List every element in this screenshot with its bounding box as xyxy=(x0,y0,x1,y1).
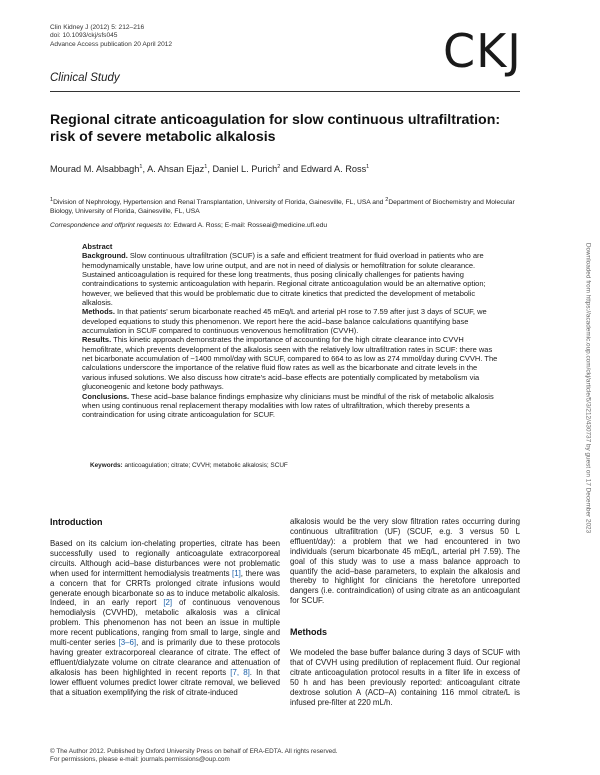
intro-text: , and is primarily due to these protocols having greater extracorporeal clearance of citrate. The effect of effluent/dialyzate volume on citrate clearance and attenuation of alkalosis has been highlighted in recent reports xyxy=(50,638,280,677)
abstract-methods-label: Methods. xyxy=(82,307,115,317)
intro-text: . In that lower effluent volumes predict lower citrate removal, we believed that a situation exemplifying the risk of citrate-induced xyxy=(50,667,281,697)
affiliation-mark: 2 xyxy=(385,197,389,203)
abstract-methods-text: In that patients' serum bicarbonate reached 45 mEq/L and arterial pH rose to 7.59 after just 3 days of SCUF, we developed equations to study this phenomenon. We report here the acid–base balance calculations quantifying base accumulation in SCUF compared to continuous venovenous hemofiltration (CVVH). xyxy=(82,307,487,336)
affiliation-1: Division of Nephrology, Hypertension and Renal Transplantation, University of Florida, Gainesville, FL, USA and xyxy=(53,199,386,207)
right-column xyxy=(290,517,520,606)
section-label: Clinical Study xyxy=(50,72,120,84)
copyright: © The Author 2012. Published by Oxford University Press on behalf of ERA-EDTA. All rights reserved. xyxy=(50,748,338,755)
abstract-conclusions-text: These acid–base balance findings emphasize why clinicians must be mindful of the risk of metabolic alkalosis when using continuous renal replacement therapy modalities with low rates of ultrafiltration, which thereby presents a contraindication for using citrate anticoagulation for SCUF. xyxy=(82,391,494,420)
author-name[interactable]: A. Ahsan Ejaz xyxy=(147,164,205,175)
author-separator: and xyxy=(280,164,301,175)
introduction-paragraph xyxy=(50,539,280,698)
footer xyxy=(50,748,338,764)
methods-paragraph: We modeled the base buffer balance during 3 days of SCUF with that of CVVH using predilution of replacement fluid. Our regional citrate anticoagulation protocol results in a filter life in excess of 50 h and has been previously reported: anticoagulant citrate dextrose solution A (ACD–A) containing 116 mmol citrate/L is infused pre-filter at 220 mL/h. xyxy=(290,648,520,707)
abstract-results-text: This kinetic approach demonstrates the importance of accounting for the high citrate clearance into CVVH hemofiltrate, which prevents development of the alkalosis seen with the relatively low ultrafiltration rates in SCUF: there was net bicarbonate accumulation of ~1400 mmol/day with SCUF, compared to 664 to as low as 274 mmol/day during CVVH. The calculations underscore the importance of the relative fluid flow rates as well as the bicarbonate and citrate levels in the various infused solutions. We also discuss how citrate's acid–base effects are potentially complicated by metabolism via gluconeogenic and ketone body pathways. xyxy=(82,335,498,392)
author-list xyxy=(50,164,369,174)
author-name[interactable]: Daniel L. Purich xyxy=(212,164,278,175)
advance-access: Advance Access publication 20 April 2012 xyxy=(50,40,173,48)
keywords-text: anticoagulation; citrate; CVVH; metabolic alkalosis; SCUF xyxy=(122,462,288,469)
introduction-column xyxy=(50,539,280,698)
methods-heading: Methods xyxy=(290,627,327,637)
intro-text: of continuous venovenous hemodialysis (CVVHD), metabolic alkalosis was a clinical problem. This phenomenon has not been an issue in multiple more recent publications, ranging from small to large, single and multi-center series xyxy=(50,598,280,648)
reference-link[interactable]: [1] xyxy=(232,568,241,578)
affiliation-2: Department of Biochemistry and Molecular Biology, University of Florida, Gainesville, FL, USA xyxy=(50,199,515,216)
abstract-conclusions xyxy=(82,392,502,420)
article-title: Regional citrate anticoagulation for slow continuous ultrafiltration: risk of severe metabolic alkalosis xyxy=(50,112,501,145)
abstract xyxy=(82,242,502,420)
correspondence xyxy=(50,222,327,229)
author-affiliation-mark: 2 xyxy=(277,164,281,170)
author-affiliation-mark: 1 xyxy=(139,164,143,170)
author-affiliation-mark: 1 xyxy=(204,164,208,170)
keywords xyxy=(90,462,288,469)
author-name[interactable]: Mourad M. Alsabbagh xyxy=(50,164,140,175)
intro-text: Based on its calcium ion-chelating properties, citrate has been successfully used to regionally anticoagulate extracorporeal circuits. Although acid–base disturbances were not problematic when used for intermittent hemodialysis treatments xyxy=(50,539,280,578)
doi[interactable]: doi: 10.1093/ckj/sfs045 xyxy=(50,32,118,40)
permissions: For permissions, please e-mail: journals.permissions@oup.com xyxy=(50,756,230,763)
author-name[interactable]: Edward A. Ross xyxy=(300,164,367,175)
reference-link[interactable]: [7, 8] xyxy=(230,667,250,677)
correspondence-label: Correspondence and offprint requests to xyxy=(50,222,170,229)
intro-text: , there was a concern that for CRRTs prolonged citrate infusions would generate enough bicarbonate so as to induce metabolic alkalosis. Indeed, in an early report xyxy=(50,568,280,608)
journal-logo: CKJ xyxy=(443,24,522,78)
abstract-methods xyxy=(82,307,502,335)
correspondence-text[interactable]: : Edward A. Ross; E-mail: Rosseai@medicine.ufl.edu xyxy=(169,222,328,229)
abstract-background-text: Slow continuous ultrafiltration (SCUF) is a safe and efficient treatment for fluid overload in patients who are hemodynamically unstable, have low urine output, and are not in need of dialysis or hemofiltration for solute clearance. Sustained anticoagulation is required for these long treatments, thus posing clinically challenges for patients having contraindications to systemic anticoagulation with heparin. Regional citrate anticoagulation would be an alternative option; however, we believed that this would be problematic due to citrate kinetics that predicted the development of metabolic alkalosis. xyxy=(82,251,486,308)
intro-continuation: alkalosis would be the very slow filtration rates occurring during continuous ultrafiltration (UF) (SCUF, e.g. 3 versus 50 L effluent/day): a problem that we had encountered in two individuals (serum bicarbonate 45 mEq/L, arterial pH 7.59). The goal of this study was to use a mass balance approach to quantify the acid–base parameters, to explain the alkalosis and thereby to highlight for clinicians the heretofore unreported dangers (i.e. contraindication) of using citrate as an anticoagulant for SCUF. xyxy=(290,517,520,606)
download-note: Downloaded from https://academic.oup.com/ckj/article/5/3/212/430737 by guest on 17 December 2023 xyxy=(584,242,592,534)
keywords-label: Keywords: xyxy=(90,462,123,469)
journal-meta xyxy=(50,24,172,49)
introduction-heading: Introduction xyxy=(50,517,103,527)
abstract-background-label: Background. xyxy=(82,251,128,261)
header-divider xyxy=(50,91,520,92)
abstract-background xyxy=(82,251,502,307)
author-affiliation-mark: 1 xyxy=(366,164,370,170)
affiliations xyxy=(50,196,520,216)
author-separator: , xyxy=(207,164,213,175)
affiliation-mark: 1 xyxy=(50,197,54,203)
author-separator: , xyxy=(142,164,148,175)
citation: Clin Kidney J (2012) 5: 212–216 xyxy=(50,24,145,31)
abstract-heading: Abstract xyxy=(82,242,113,251)
reference-link[interactable]: [3–6] xyxy=(118,638,137,648)
methods-column xyxy=(290,648,520,707)
reference-link[interactable]: [2] xyxy=(163,598,173,608)
abstract-conclusions-label: Conclusions. xyxy=(82,391,130,401)
abstract-results-label: Results. xyxy=(82,335,112,345)
abstract-results xyxy=(82,335,502,391)
